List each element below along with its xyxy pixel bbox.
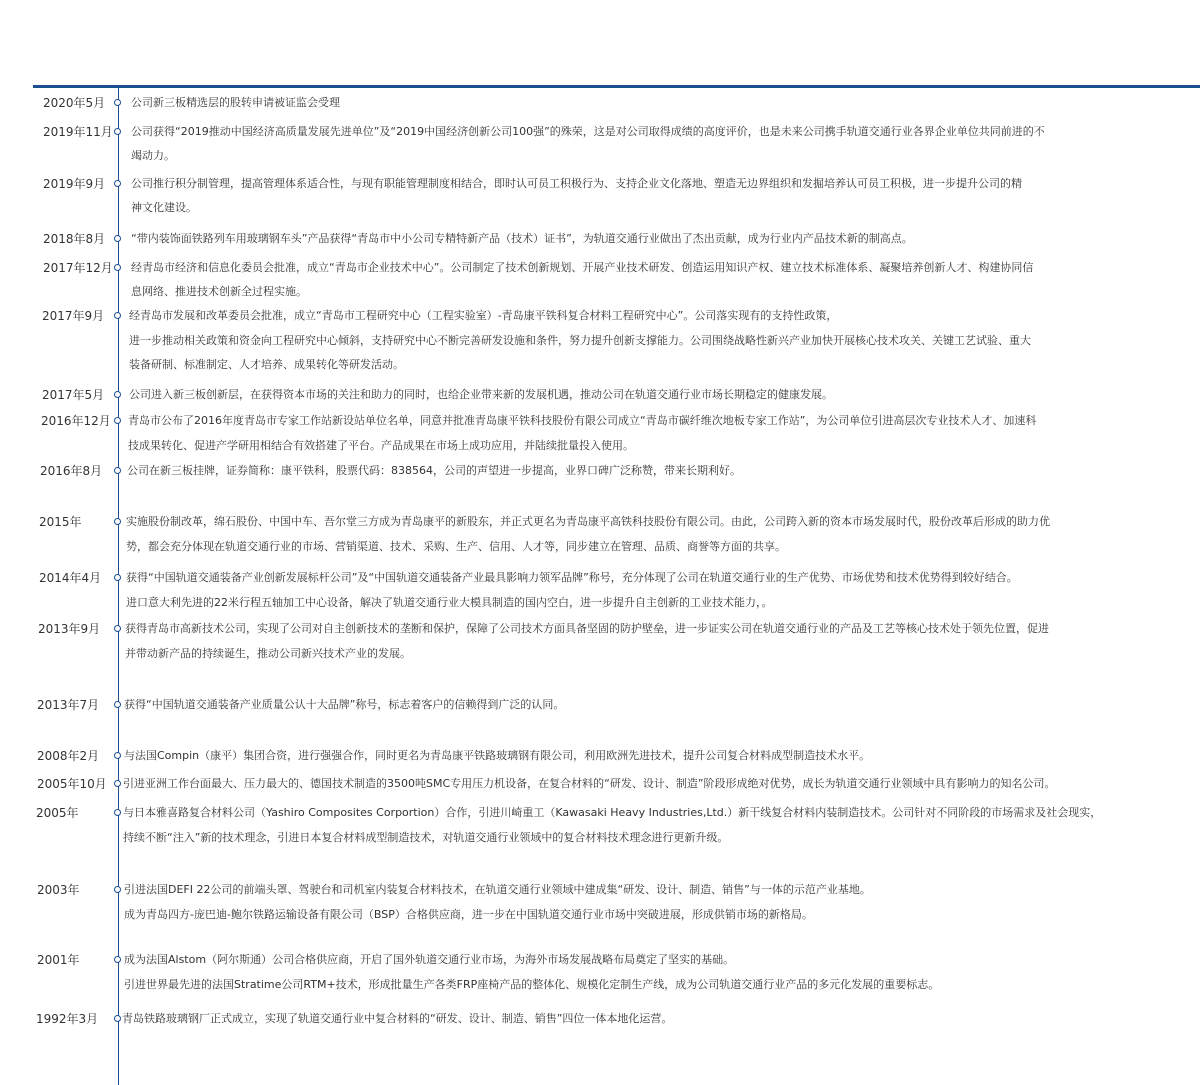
event-text: 并带动新产品的持续诞生，推动公司新兴技术产业的发展。: [125, 647, 411, 660]
event-text: 引进世界最先进的法国Stratime公司RTM+技术，形成批量生产各类FRP座椅产品的整体化、规模化定制生产线，成为公司轨道交通行业产品的多元化发展的重要标志。: [124, 978, 940, 991]
timeline-dot-icon: [114, 886, 121, 893]
event-date: 2001年: [37, 953, 80, 967]
timeline-dot-icon: [114, 1015, 121, 1022]
event-date: 2017年9月: [42, 309, 105, 323]
event-text: “带内装饰面铁路列车用玻璃钢车头”产品获得“青岛市中小公司专精特新产品（技术）证书”，为轨道交通行业做出了杰出贡献，成为行业内产品技术新的制高点。: [131, 232, 913, 245]
event-date: 2018年8月: [43, 232, 106, 246]
timeline-dot-icon: [114, 391, 121, 398]
timeline-dot-icon: [114, 625, 121, 632]
timeline-dot-icon: [114, 701, 121, 708]
event-date: 2008年2月: [37, 749, 100, 763]
event-text: 获得“中国轨道交通装备产业创新发展标杆公司”及“中国轨道交通装备产业最具影响力领军品牌”称号，充分体现了公司在轨道交通行业的生产优势、市场优势和技术优势得到较好结合。: [126, 571, 1018, 584]
event-text: 装备研制、标准制定、人才培养、成果转化等研发活动。: [129, 358, 404, 371]
event-date: 2016年12月: [41, 414, 111, 428]
event-text: 与日本雅喜路复合材料公司（Yashiro Composites Corportion）合作，引进川崎重工（Kawasaki Heavy Industries,Ltd.）新干线复合材料内装制造技术。公司针对不同阶段的市场需求及社会现实，: [123, 806, 1102, 819]
event-text: 公司推行积分制管理，提高管理体系适合性，与现有职能管理制度相结合，即时认可员工积极行为、支持企业文化落地、塑造无边界组织和发掘培养认可员工积极，进一步提升公司的精: [131, 177, 1022, 190]
event-text: 成为法国Alstom（阿尔斯通）公司合格供应商，开启了国外轨道交通行业市场，为海外市场发展战略布局奠定了坚实的基础。: [124, 953, 735, 966]
event-date: 2020年5月: [43, 96, 106, 110]
event-text: 公司进入新三板创新层，在获得资本市场的关注和助力的同时，也给企业带来新的发展机遇，推动公司在轨道交通行业市场长期稳定的健康发展。: [129, 388, 833, 401]
event-text: 公司新三板精选层的股转申请被证监会受理: [131, 96, 340, 109]
event-text: 竭动力。: [131, 149, 175, 162]
event-text: 技成果转化、促进产学研用相结合有效搭建了平台。产品成果在市场上成功应用，并陆续批量投入使用。: [128, 439, 634, 452]
timeline-dot-icon: [114, 264, 121, 271]
timeline-dot-icon: [114, 128, 121, 135]
event-date: 2015年: [39, 515, 82, 529]
timeline-dot-icon: [114, 417, 121, 424]
event-date: 2019年9月: [43, 177, 106, 191]
event-text: 获得“中国轨道交通装备产业质量公认十大品牌”称号，标志着客户的信赖得到广泛的认同。: [124, 698, 565, 711]
event-text: 青岛铁路玻璃钢厂正式成立，实现了轨道交通行业中复合材料的“研发、设计、制造、销售”四位一体本地化运营。: [122, 1012, 673, 1025]
event-date: 2017年12月: [43, 261, 113, 275]
timeline-dot-icon: [114, 809, 121, 816]
event-text: 经青岛市经济和信息化委员会批准，成立“青岛市企业技术中心”。公司制定了技术创新规划、开展产业技术研发、创造运用知识产权、建立技术标准体系、凝聚培养创新人才、构建协同信: [131, 261, 1034, 274]
event-date: 2017年5月: [42, 388, 105, 402]
timeline-dot-icon: [114, 467, 121, 474]
event-text: 进一步推动相关政策和资金向工程研究中心倾斜，支持研究中心不断完善研发设施和条件，努力提升创新支撑能力。公司围绕战略性新兴产业加快开展核心技术攻关、关键工艺试验、重大: [129, 334, 1031, 347]
timeline-dot-icon: [114, 312, 121, 319]
timeline-dot-icon: [114, 752, 121, 759]
event-text: 公司在新三板挂牌，证券简称：康平铁科，股票代码：838564，公司的声望进一步提高，业界口碑广泛称赞，带来长期利好。: [127, 464, 741, 477]
event-date: 2005年10月: [37, 777, 107, 791]
event-text: 引进法国DEFI 22公司的前端头罩、驾驶台和司机室内装复合材料技术，在轨道交通行业领域中建成集“研发、设计、制造、销售”与一体的示范产业基地。: [124, 883, 871, 896]
event-text: 成为青岛四方-庞巴迪-鲍尔铁路运输设备有限公司（BSP）合格供应商，进一步在中国轨道交通行业市场中突破进展，形成供销市场的新格局。: [124, 908, 813, 921]
timeline-dot-icon: [114, 235, 121, 242]
timeline-dot-icon: [114, 99, 121, 106]
event-date: 2016年8月: [40, 464, 103, 478]
event-text: 引进亚洲工作台面最大、压力最大的、德国技术制造的3500吨SMC专用压力机设备，在复合材料的“研发、设计、制造”阶段形成绝对优势，成长为轨道交通行业领域中具有影响力的知名公司。: [123, 777, 1056, 790]
timeline-dot-icon: [114, 956, 121, 963]
event-date: 2014年4月: [39, 571, 102, 585]
timeline-dot-icon: [114, 574, 121, 581]
event-text: 息网络、推进技术创新全过程实施。: [131, 285, 307, 298]
event-text: 获得青岛市高新技术公司，实现了公司对自主创新技术的垄断和保护，保障了公司技术方面具备坚固的防护壁垒，进一步证实公司在轨道交通行业的产品及工艺等核心技术处于领先位置，促进: [125, 622, 1049, 635]
event-text: 进口意大利先进的22米行程五轴加工中心设备，解决了轨道交通行业大模具制造的国内空白，进一步提升自主创新的工业技术能力，。: [126, 596, 773, 609]
event-text: 公司获得“2019推动中国经济高质量发展先进单位”及“2019中国经济创新公司100强”的殊荣，这是对公司取得成绩的高度评价，也是未来公司携手轨道交通行业各界企业单位共同前进的不: [131, 125, 1045, 138]
event-text: 持续不断“注入”新的技术理念，引进日本复合材料成型制造技术，对轨道交通行业领域中的复合材料技术理念进行更新升级。: [123, 831, 729, 844]
event-text: 经青岛市发展和改革委员会批准，成立“青岛市工程研究中心（工程实验室）-青岛康平铁科复合材料工程研究中心”。公司落实现有的支持性政策，: [129, 309, 838, 322]
timeline-dot-icon: [114, 518, 121, 525]
event-text: 实施股份制改革，绵石股份、中国中车、吾尔堂三方成为青岛康平的新股东，并正式更名为青岛康平高铁科技股份有限公司。由此，公司跨入新的资本市场发展时代，股份改革后形成的助力优: [126, 515, 1050, 528]
event-text: 青岛市公布了2016年度青岛市专家工作站新设站单位名单，同意并批准青岛康平铁科技股份有限公司成立“青岛市碳纤维次地板专家工作站”，为公司单位引进高层次专业技术人才、加速科: [128, 414, 1037, 427]
timeline-dot-icon: [114, 780, 121, 787]
event-text: 与法国Compin（康平）集团合资，进行强强合作，同时更名为青岛康平铁路玻璃钢有限公司，利用欧洲先进技术，提升公司复合材料成型制造技术水平。: [124, 749, 871, 762]
timeline-top-rule: [33, 85, 1200, 88]
event-date: 2019年11月: [43, 125, 113, 139]
event-date: 2013年9月: [38, 622, 101, 636]
event-text: 势，都会充分体现在轨道交通行业的市场、营销渠道、技术、采购、生产、信用、人才等，同步建立在管理、品质、商誉等方面的共享。: [126, 540, 786, 553]
event-text: 神文化建设。: [131, 201, 197, 214]
event-date: 1992年3月: [36, 1012, 99, 1026]
event-date: 2003年: [37, 883, 80, 897]
event-date: 2005年: [36, 806, 79, 820]
timeline-dot-icon: [114, 180, 121, 187]
event-date: 2013年7月: [37, 698, 100, 712]
